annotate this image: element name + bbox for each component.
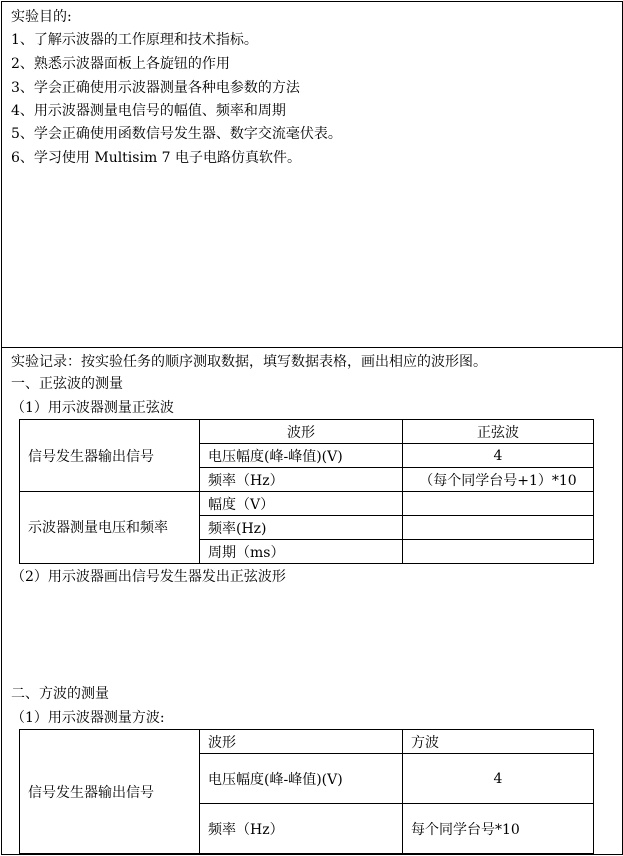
objective-item: 5、学会正确使用函数信号发生器、数字交流毫伏表。 — [11, 126, 342, 142]
square-header-waveform: 波形 — [200, 730, 403, 754]
voltage-label: 电压幅度(峰-峰值)(V) — [200, 444, 403, 468]
measured-frequency-value[interactable] — [403, 516, 594, 540]
objective-item: 6、学习使用 Multisim 7 电子电路仿真软件。 — [11, 150, 302, 166]
header-sine: 正弦波 — [403, 420, 594, 444]
square-voltage-value: 4 — [403, 754, 594, 804]
sine-table — [19, 419, 594, 564]
header-waveform: 波形 — [200, 420, 403, 444]
objectives-section — [2, 2, 622, 348]
square-group-label: 信号发生器输出信号 — [20, 730, 200, 854]
measured-frequency-label: 频率(Hz) — [200, 516, 403, 540]
square-header-square: 方波 — [403, 730, 594, 754]
square-table — [19, 729, 594, 854]
record-intro: 实验记录：按实验任务的顺序测取数据，填写数据表格，画出相应的波形图。 — [11, 354, 487, 370]
period-value[interactable] — [403, 540, 594, 564]
objectives-heading: 实验目的: — [11, 9, 72, 25]
period-label: 周期（ms） — [200, 540, 403, 564]
table-row — [20, 420, 594, 444]
objective-item: 4、用示波器测量电信号的幅值、频率和周期 — [11, 103, 286, 119]
frequency-value: （每个同学台号+1）*10 — [403, 468, 594, 492]
amplitude-label: 幅度（V） — [200, 492, 403, 516]
frequency-label: 频率（Hz） — [200, 468, 403, 492]
group2-label: 示波器测量电压和频率 — [20, 492, 200, 564]
section1-title: 一、正弦波的测量 — [11, 376, 123, 392]
voltage-value: 4 — [403, 444, 594, 468]
table-row — [20, 492, 594, 516]
amplitude-value[interactable] — [403, 492, 594, 516]
section1-sub2: （2）用示波器画出信号发生器发出正弦波形 — [11, 569, 286, 585]
objective-item: 1、了解示波器的工作原理和技术指标。 — [11, 32, 258, 48]
objective-item: 2、熟悉示波器面板上各旋钮的作用 — [11, 56, 230, 72]
table-row — [20, 730, 594, 754]
section2-title: 二、方波的测量 — [11, 686, 109, 702]
square-voltage-label: 电压幅度(峰-峰值)(V) — [200, 754, 403, 804]
square-frequency-label: 频率（Hz） — [200, 804, 403, 854]
section1-sub1: （1）用示波器测量正弦波 — [11, 400, 174, 416]
square-frequency-value: 每个同学台号*10 — [403, 804, 594, 854]
worksheet — [1, 1, 623, 855]
group1-label: 信号发生器输出信号 — [20, 420, 200, 492]
objective-item: 3、学会正确使用示波器测量各种电参数的方法 — [11, 80, 300, 96]
section2-sub1: （1）用示波器测量方波: — [11, 710, 165, 726]
